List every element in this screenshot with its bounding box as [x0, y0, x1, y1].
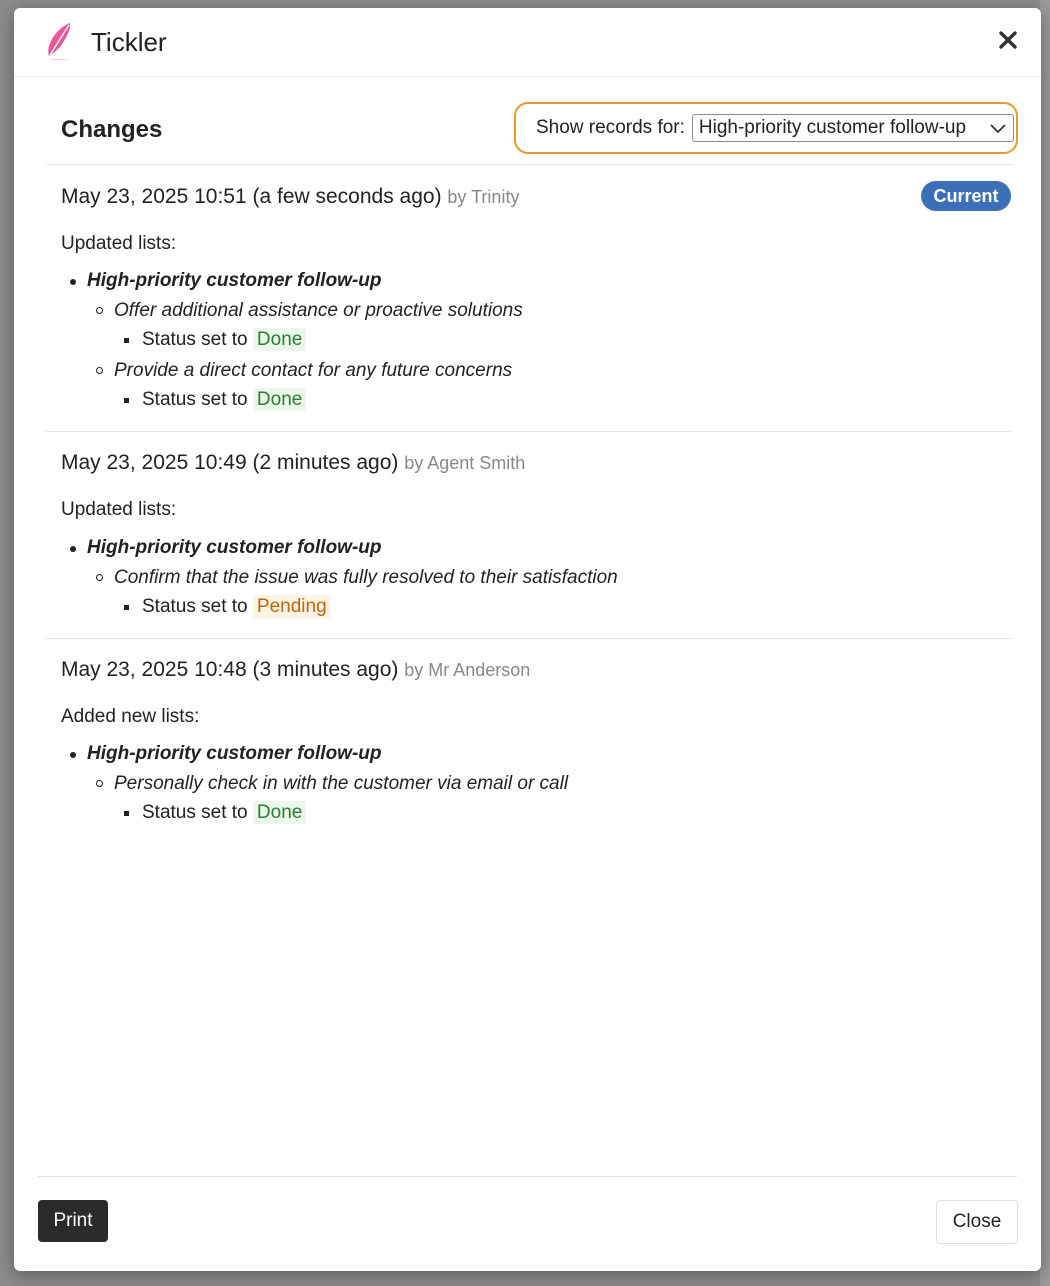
bullet	[124, 811, 129, 816]
bullet	[124, 605, 129, 610]
status-badge: Done	[253, 388, 306, 411]
list-name: High-priority customer follow-up	[87, 270, 382, 291]
status-line: Status set to Done	[142, 389, 306, 411]
records-select[interactable]	[692, 114, 1014, 142]
list-item: Confirm that the issue was fully resolved to their satisfaction	[114, 567, 618, 588]
entry-action: Updated lists:	[61, 499, 177, 520]
divider	[46, 638, 1012, 639]
filter-label: Show records for:	[536, 117, 685, 138]
changes-title: Changes	[61, 116, 163, 143]
chevron-down-icon	[989, 120, 1007, 142]
divider	[46, 431, 1012, 432]
bullet	[96, 367, 103, 374]
status-badge: Done	[253, 801, 306, 824]
bullet	[124, 398, 129, 403]
dialog-header	[14, 8, 1041, 77]
records-filter	[514, 102, 1018, 154]
records-select-value: High-priority customer follow-up	[698, 117, 967, 138]
entry-action: Updated lists:	[61, 233, 177, 254]
current-badge: Current	[921, 181, 1011, 211]
close-button[interactable]: Close	[936, 1200, 1018, 1244]
status-line: Status set to Pending	[142, 596, 331, 618]
bullet	[96, 574, 103, 581]
divider	[46, 164, 1012, 165]
entry-timestamp: May 23, 2025 10:51 (a few seconds ago) by Trinity	[61, 185, 520, 208]
close-icon[interactable]	[994, 26, 1022, 54]
status-line: Status set to Done	[142, 802, 306, 824]
bullet	[96, 307, 103, 314]
list-name: High-priority customer follow-up	[87, 537, 382, 558]
feather-icon	[40, 20, 78, 60]
print-button[interactable]: Print	[38, 1200, 108, 1242]
status-line: Status set to Done	[142, 329, 306, 351]
entry-author: by Agent Smith	[404, 453, 526, 473]
bullet	[70, 752, 76, 758]
entry-timestamp: May 23, 2025 10:49 (2 minutes ago) by Agent Smith	[61, 451, 526, 474]
status-badge: Pending	[253, 595, 331, 618]
bullet	[70, 546, 76, 552]
entry-action: Added new lists:	[61, 706, 200, 727]
app-title: Tickler	[91, 27, 167, 57]
background-right-panel	[1040, 0, 1050, 1286]
list-item: Personally check in with the customer via email or call	[114, 773, 569, 794]
bullet	[70, 279, 76, 285]
list-item: Provide a direct contact for any future concerns	[114, 360, 513, 381]
entry-timestamp: May 23, 2025 10:48 (3 minutes ago) by Mr Anderson	[61, 658, 531, 681]
tickler-dialog	[14, 8, 1041, 1271]
list-item: Offer additional assistance or proactive solutions	[114, 300, 523, 321]
status-badge: Done	[253, 328, 306, 351]
bullet	[124, 338, 129, 343]
entry-author: by Mr Anderson	[404, 660, 531, 680]
list-name: High-priority customer follow-up	[87, 743, 382, 764]
entry-author: by Trinity	[447, 187, 520, 207]
footer-divider	[38, 1176, 1017, 1177]
bullet	[96, 780, 103, 787]
